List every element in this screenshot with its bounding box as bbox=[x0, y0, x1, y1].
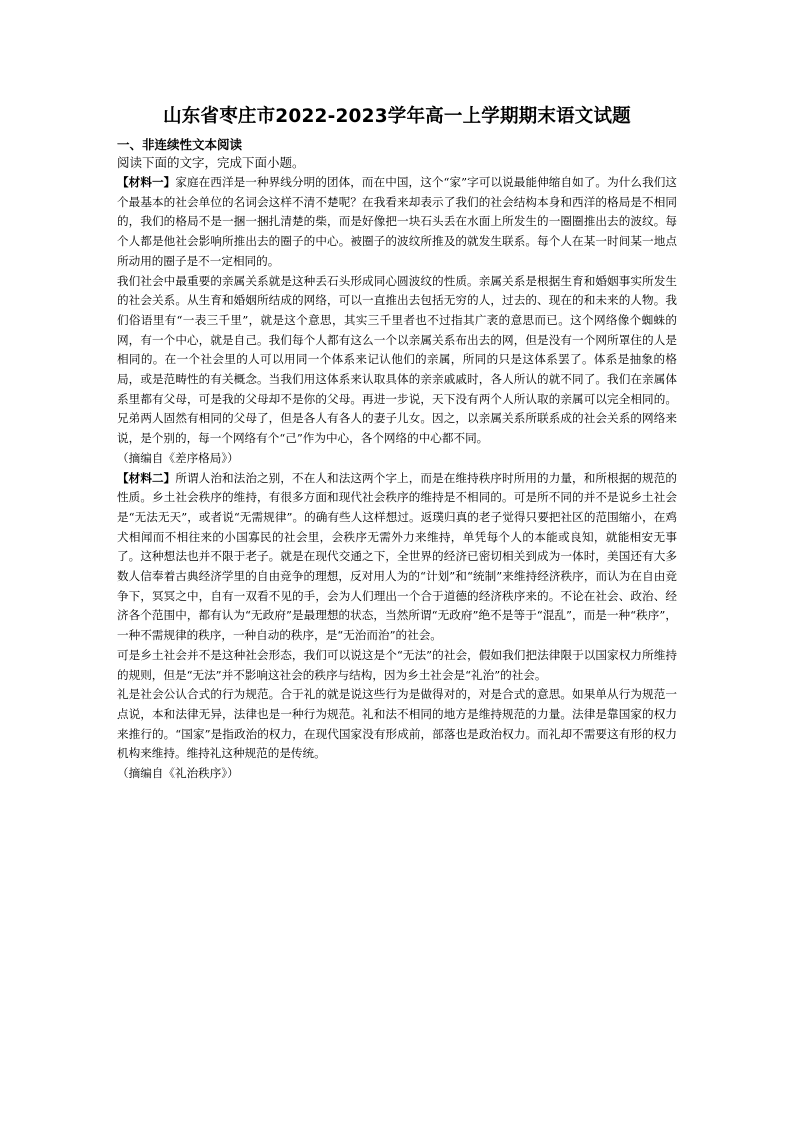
material2-paragraph-1 bbox=[117, 469, 677, 646]
material1-paragraph-1-text: 家庭在西洋是一种界线分明的团体，而在中国，这个“家”字可以说最能伸缩自如了。为什么我们这个最基本的社会单位的名词会这样不清不楚呢？在我看来却表示了我们的社会结构本身和西洋的格局是不相同的，我们的格局不是一捆一捆扎清楚的柴，而是好像把一块石头丢在水面上所发生的一圈圈推出去的波纹。每个人都是他社会影响所推出去的圈子的中心。被圈子的波纹所推及的就发生联系。每个人在某一时间某一地点所动用的圈子是不一定相同的。 bbox=[117, 175, 677, 268]
material2-paragraph-3: 礼是社会公认合式的行为规范。合于礼的就是说这些行为是做得对的，对是合式的意思。如果单从行为规范一点说，本和法律无异，法律也是一种行为规范。礼和法不相同的地方是维持规范的力量。法律是靠国家的权力来推行的。“国家”是指政治的权力，在现代国家没有形成前，部落也是政治权力。而礼却不需要这有形的权力机构来维持。维持礼这种规范的是传统。 bbox=[117, 687, 677, 761]
material1-paragraph-2: 我们社会中最重要的亲属关系就是这种丢石头形成同心圆波纹的性质。亲属关系是根据生育和婚姻事实所发生的社会关系。从生育和婚姻所结成的网络，可以一直推出去包括无穷的人，过去的、现在的和未来的人物。我们俗语里有“一表三千里”，就是这个意思，其实三千里者也不过指其广袤的意思而已。这个网络像个蜘蛛的网，有一个中心，就是自己。我们每个人都有这么一个以亲属关系布出去的网，但是没有一个网所罩住的人是相同的。在一个社会里的人可以用同一个体系来记认他们的亲属，所同的只是这体系罢了。体系是抽象的格局，或是范畴性的有关概念。当我们用这体系来认取具体的亲亲戚戚时，各人所认的就不同了。我们在亲属体系里都有父母，可是我的父母却不是你的父母。再进一步说，天下没有两个人所认取的亲属可以完全相同的。兄弟两人固然有相同的父母了，但是各人有各人的妻子儿女。因之，以亲属关系所联系成的社会关系的网络来说，是个别的，每一个网络有个“己”作为中心，各个网络的中心都不同。 bbox=[117, 273, 677, 446]
section-heading: 一、非连续性文本阅读 bbox=[117, 137, 243, 152]
document-page bbox=[117, 100, 677, 784]
material1-label: 【材料一】 bbox=[117, 175, 176, 189]
material2-paragraph-1-text: 所谓人治和法治之别，不在人和法这两个字上，而是在维持秩序时所用的力量，和所根据的规范的性质。乡土社会秩序的维持，有很多方面和现代社会秩序的维持是不相同的。可是所不同的并不是说乡土社会是“无法无天”，或者说“无需规律”。的确有些人这样想过。返璞归真的老子觉得只要把社区的范围缩小，在鸡犬相闻而不相往来的小国寡民的社会里，会秩序无需外力来维持，单凭每个人的本能或良知，就能相安无事了。这种想法也并不限于老子。就是在现代交通之下，全世界的经济已密切相关到成为一体时，美国还有大多数人信奉着古典经济学里的自由竞争的理想，反对用人为的“计划”和“统制”来维持经济秩序，而认为在自由竞争下，冥冥之中，自有一双看不见的手，会为人们理出一个合于道德的经济秩序来的。不论在社会、政治、经济各个范围中，都有认为“无政府”是最理想的状态，当然所谓“无政府”绝不是等于“混乱”，而是一种“秩序”，一种不需规律的秩序，一种自动的秩序，是“无治而治”的社会。 bbox=[117, 470, 677, 643]
material2-paragraph-2: 可是乡土社会并不是这种社会形态，我们可以说这是个“无法”的社会，假如我们把法律限于以国家权力所维持的规则，但是“无法”并不影响这社会的秩序与结构，因为乡土社会是“礼治”的社会。 bbox=[117, 647, 677, 682]
material2-source: （摘编自《礼治秩序》） bbox=[117, 766, 239, 781]
page-title: 山东省枣庄市2022-2023学年高一上学期期末语文试题 bbox=[163, 106, 631, 127]
material1-source: （摘编自《差序格局》） bbox=[117, 450, 239, 465]
material2-label: 【材料二】 bbox=[117, 470, 176, 485]
reading-instruction: 阅读下面的文字，完成下面小题。 bbox=[117, 155, 305, 170]
material1-paragraph-1 bbox=[117, 173, 677, 272]
